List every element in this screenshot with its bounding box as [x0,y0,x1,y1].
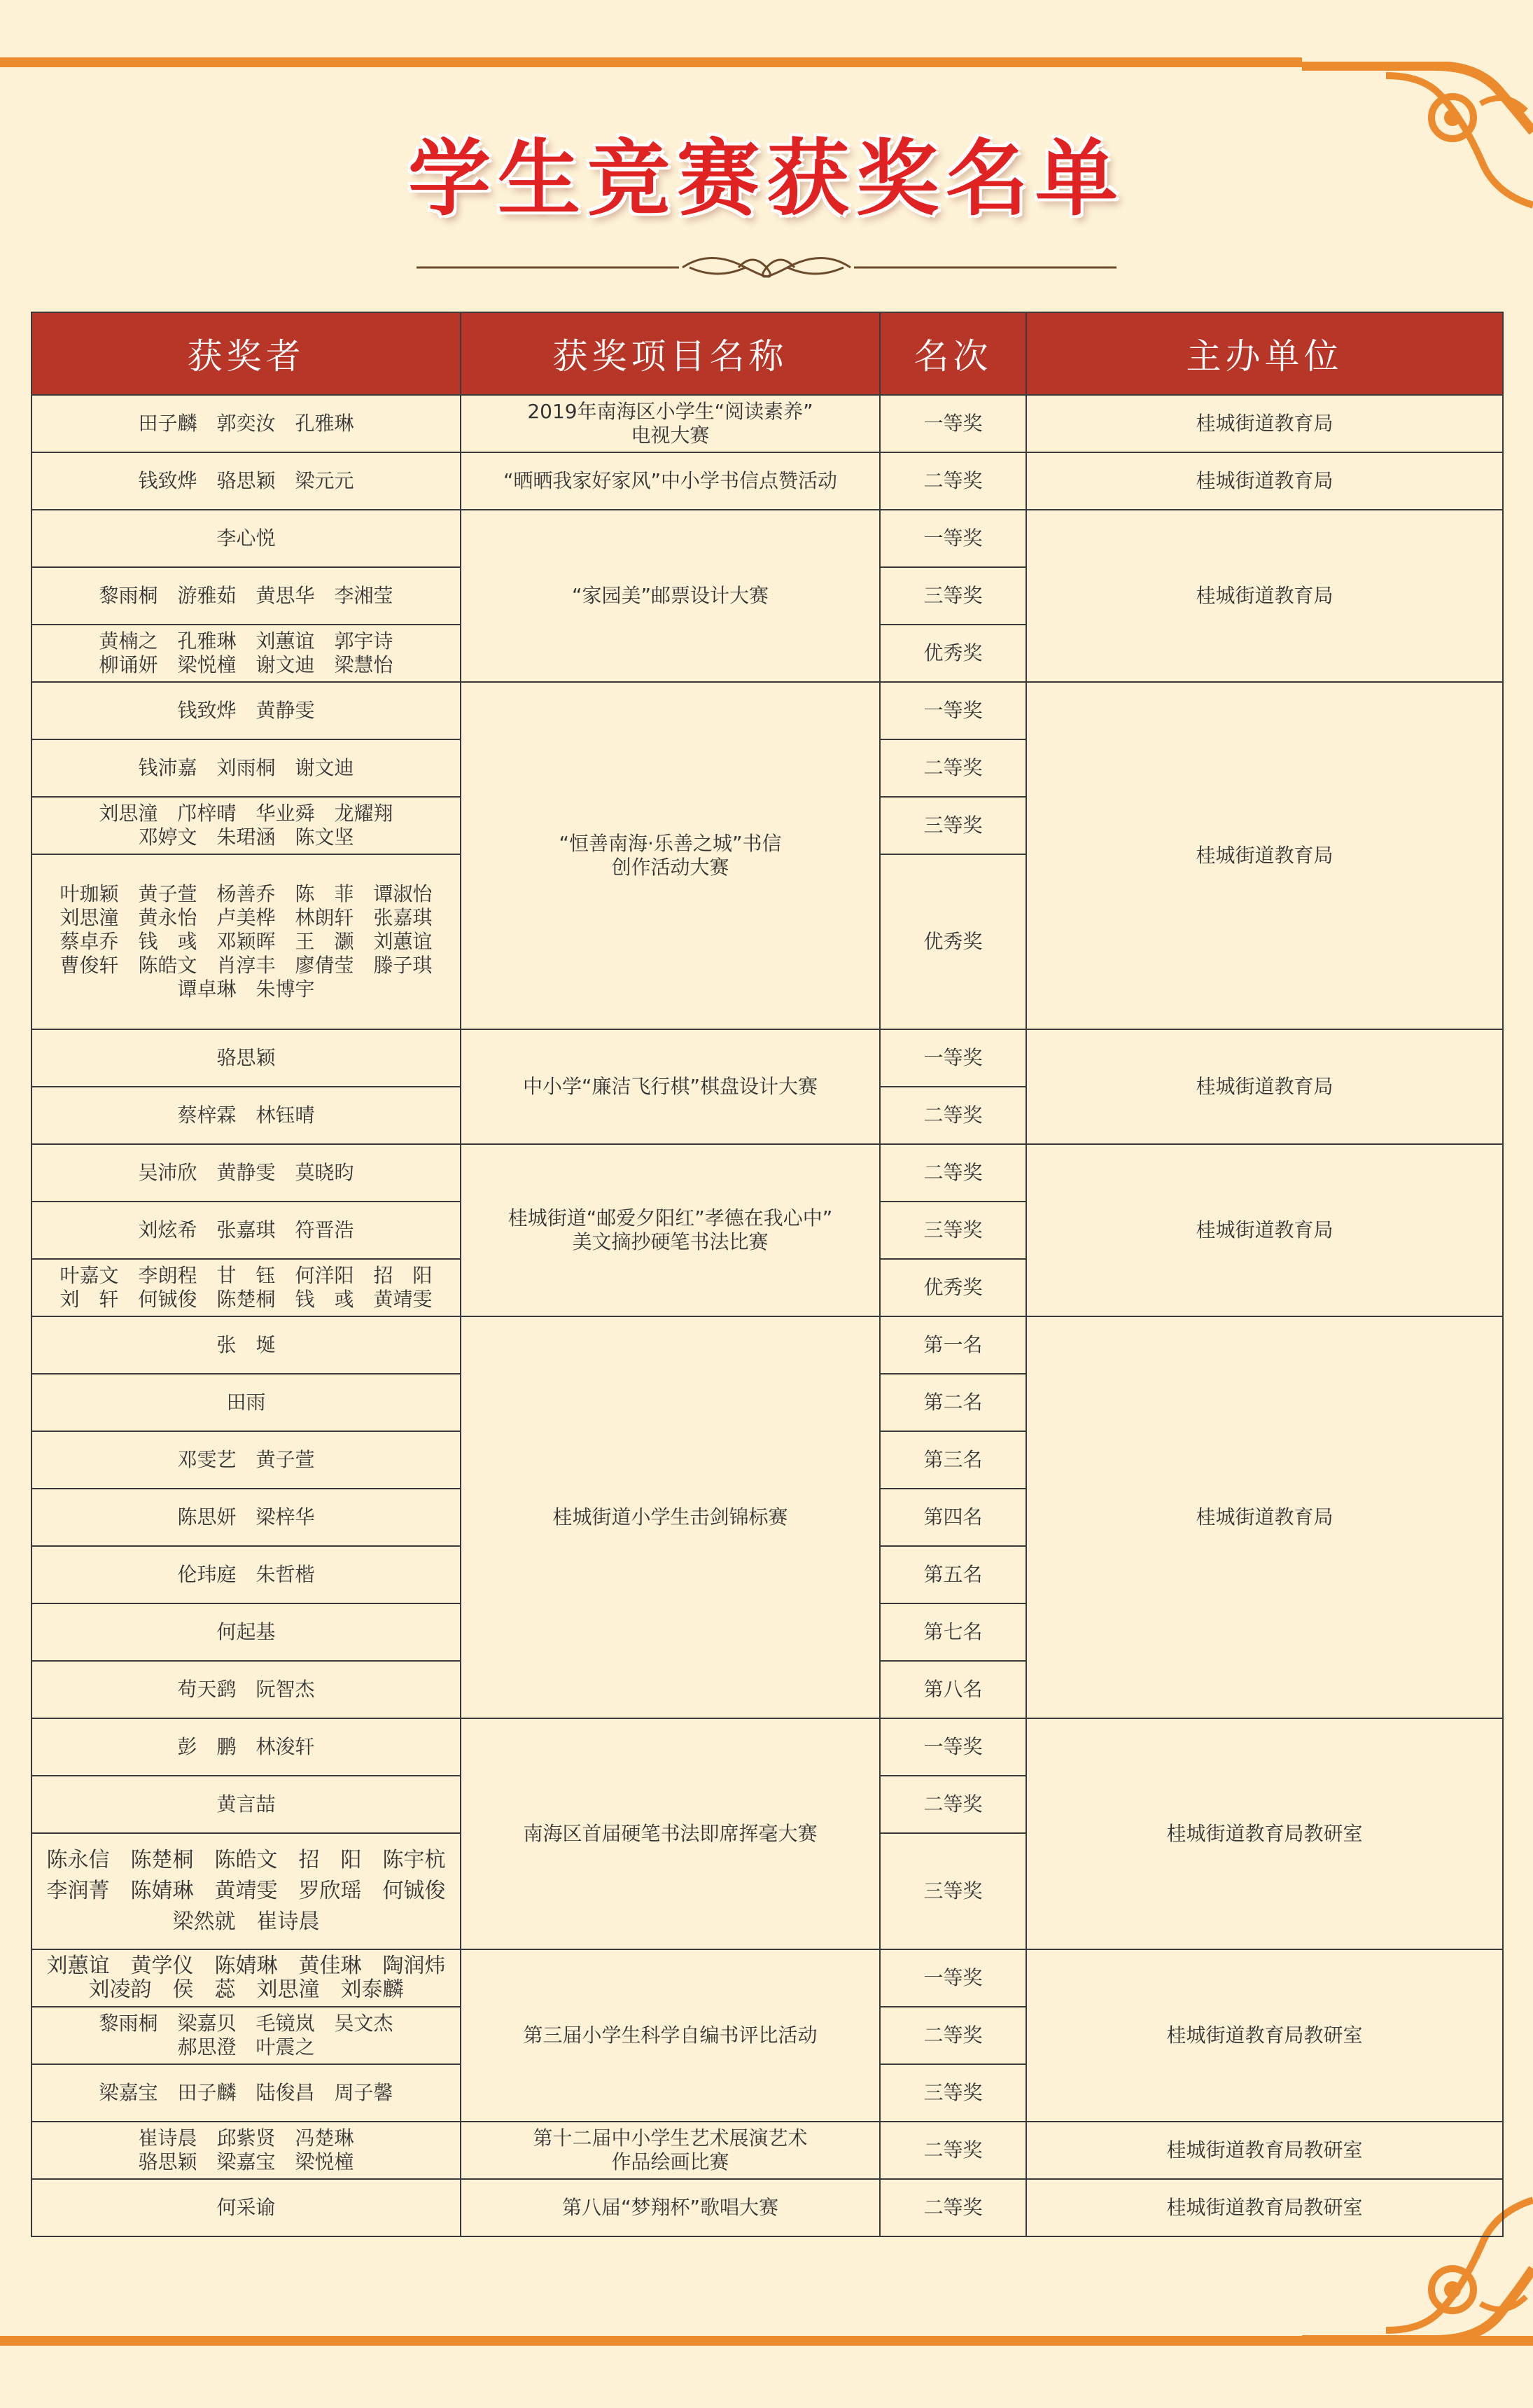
header-project: 获奖项目名称 [461,312,880,395]
table-row [31,452,1503,510]
rank-cell: 第七名 [880,1603,1026,1661]
organizer-cell: 桂城街道教育局 [1026,1316,1503,1718]
winners-cell: 崔诗晨 邱紫贤 冯楚琳 骆思颖 梁嘉宝 梁悦橦 [31,2122,461,2179]
winners-cell: 刘思潼 邝梓晴 华业舜 龙耀翔 邓婷文 朱珺涵 陈文坚 [31,797,461,854]
project-cell: “家园美”邮票设计大赛 [461,510,880,682]
table-row [31,682,1503,739]
rank-cell: 一等奖 [880,510,1026,567]
winners-cell: 黄楠之 孔雅琳 刘蕙谊 郭宇诗 柳诵妍 梁悦橦 谢文迪 梁慧怡 [31,625,461,682]
rank-cell: 二等奖 [880,1144,1026,1202]
top-decorative-bar [0,57,1302,67]
rank-cell: 二等奖 [880,1087,1026,1144]
winners-cell: 黎雨桐 梁嘉贝 毛镜岚 吴文杰 郝思澄 叶震之 [31,2007,461,2064]
rank-cell: 三等奖 [880,2064,1026,2122]
rank-cell: 第四名 [880,1489,1026,1546]
table-row [31,1144,1503,1202]
winners-cell: 刘炫希 张嘉琪 符晋浩 [31,1202,461,1259]
winners-cell: 田子麟 郭奕汝 孔雅琳 [31,395,461,452]
table-header-row [31,312,1503,395]
rank-cell: 第三名 [880,1431,1026,1489]
winners-cell: 田雨 [31,1374,461,1431]
organizer-cell: 桂城街道教育局 [1026,682,1503,1029]
rank-cell: 二等奖 [880,1776,1026,1833]
winners-cell: 吴沛欣 黄静雯 莫晓昀 [31,1144,461,1202]
winners-cell: 陈永信 陈楚桐 陈皓文 招 阳 陈宇杭 李润菁 陈婧琳 黄靖雯 罗欣瑶 何铖俊 梁然就 崔诗晨 [31,1833,461,1949]
project-cell: 第三届小学生科学自编书评比活动 [461,1949,880,2122]
rank-cell: 二等奖 [880,2122,1026,2179]
award-table [31,312,1504,2237]
winners-cell: 何起基 [31,1603,461,1661]
winners-cell: 黄言喆 [31,1776,461,1833]
organizer-cell: 桂城街道教育局教研室 [1026,1949,1503,2122]
winners-cell: 苟天鹞 阮智杰 [31,1661,461,1718]
organizer-cell: 桂城街道教育局教研室 [1026,2179,1503,2236]
table-row [31,1029,1503,1087]
winners-cell: 梁嘉宝 田子麟 陆俊昌 周子馨 [31,2064,461,2122]
organizer-cell: 桂城街道教育局 [1026,510,1503,682]
rank-cell: 三等奖 [880,1833,1026,1949]
winners-cell: 蔡梓霖 林钰晴 [31,1087,461,1144]
winners-cell: 何采谕 [31,2179,461,2236]
winners-cell: 张 埏 [31,1316,461,1374]
rank-cell: 二等奖 [880,739,1026,797]
winners-cell: 钱沛嘉 刘雨桐 谢文迪 [31,739,461,797]
rank-cell: 三等奖 [880,797,1026,854]
header-winners: 获奖者 [31,312,461,395]
table-row [31,2122,1503,2179]
rank-cell: 优秀奖 [880,854,1026,1029]
winners-cell: 黎雨桐 游雅茹 黄思华 李湘莹 [31,567,461,625]
project-cell: 2019年南海区小学生“阅读素养” 电视大赛 [461,395,880,452]
rank-cell: 一等奖 [880,395,1026,452]
rank-cell: 三等奖 [880,1202,1026,1259]
rank-cell: 一等奖 [880,1718,1026,1776]
winners-cell: 伦玮庭 朱哲楷 [31,1546,461,1603]
table-row [31,1718,1503,1776]
rank-cell: 第五名 [880,1546,1026,1603]
title-divider-ornament-icon [416,245,1116,287]
rank-cell: 第一名 [880,1316,1026,1374]
table-row [31,395,1503,452]
rank-cell: 三等奖 [880,567,1026,625]
rank-cell: 二等奖 [880,2179,1026,2236]
rank-cell: 一等奖 [880,1949,1026,2007]
organizer-cell: 桂城街道教育局教研室 [1026,1718,1503,1949]
winners-cell: 骆思颖 [31,1029,461,1087]
rank-cell: 二等奖 [880,2007,1026,2064]
table-row [31,510,1503,567]
winners-cell: 李心悦 [31,510,461,567]
project-cell: “恒善南海·乐善之城”书信 创作活动大赛 [461,682,880,1029]
winners-cell: 邓雯艺 黄子萱 [31,1431,461,1489]
organizer-cell: 桂城街道教育局 [1026,1029,1503,1144]
project-cell: 第八届“梦翔杯”歌唱大赛 [461,2179,880,2236]
project-cell: 桂城街道“邮爱夕阳红”孝德在我心中” 美文摘抄硬笔书法比赛 [461,1144,880,1316]
header-rank: 名次 [880,312,1026,395]
bottom-decorative-bar [0,2336,1533,2346]
project-cell: 南海区首届硬笔书法即席挥毫大赛 [461,1718,880,1949]
page-title: 学生竞赛获奖名单 [407,130,1125,227]
project-cell: “晒晒我家好家风”中小学书信点赞活动 [461,452,880,510]
organizer-cell: 桂城街道教育局 [1026,1144,1503,1316]
header-organizer: 主办单位 [1026,312,1503,395]
rank-cell: 优秀奖 [880,1259,1026,1316]
winners-cell: 陈思妍 梁梓华 [31,1489,461,1546]
rank-cell: 第二名 [880,1374,1026,1431]
table-row [31,1316,1503,1374]
rank-cell: 二等奖 [880,452,1026,510]
winners-cell: 钱致烨 骆思颖 梁元元 [31,452,461,510]
organizer-cell: 桂城街道教育局教研室 [1026,2122,1503,2179]
rank-cell: 一等奖 [880,682,1026,739]
project-cell: 桂城街道小学生击剑锦标赛 [461,1316,880,1718]
organizer-cell: 桂城街道教育局 [1026,395,1503,452]
organizer-cell: 桂城街道教育局 [1026,452,1503,510]
winners-cell: 叶珈颖 黄子萱 杨善乔 陈 菲 谭淑怡 刘思潼 黄永怡 卢美桦 林朗轩 张嘉琪 蔡卓乔 钱 彧 邓颖晖 王 灏 刘蕙谊 曹俊轩 陈皓文 肖淳丰 廖倩莹 滕子琪 谭卓琳 朱博宇 [31,854,461,1029]
table-row [31,1949,1503,2007]
table-row [31,2179,1503,2236]
winners-cell: 刘蕙谊 黄学仪 陈婧琳 黄佳琳 陶润炜 刘凌韵 侯 蕊 刘思潼 刘泰麟 [31,1949,461,2007]
rank-cell: 第八名 [880,1661,1026,1718]
project-cell: 中小学“廉洁飞行棋”棋盘设计大赛 [461,1029,880,1144]
rank-cell: 优秀奖 [880,625,1026,682]
winners-cell: 彭 鹏 林浚轩 [31,1718,461,1776]
winners-cell: 叶嘉文 李朗程 甘 钰 何洋阳 招 阳 刘 轩 何铖俊 陈楚桐 钱 彧 黄靖雯 [31,1259,461,1316]
winners-cell: 钱致烨 黄静雯 [31,682,461,739]
rank-cell: 一等奖 [880,1029,1026,1087]
project-cell: 第十二届中小学生艺术展演艺术 作品绘画比赛 [461,2122,880,2179]
